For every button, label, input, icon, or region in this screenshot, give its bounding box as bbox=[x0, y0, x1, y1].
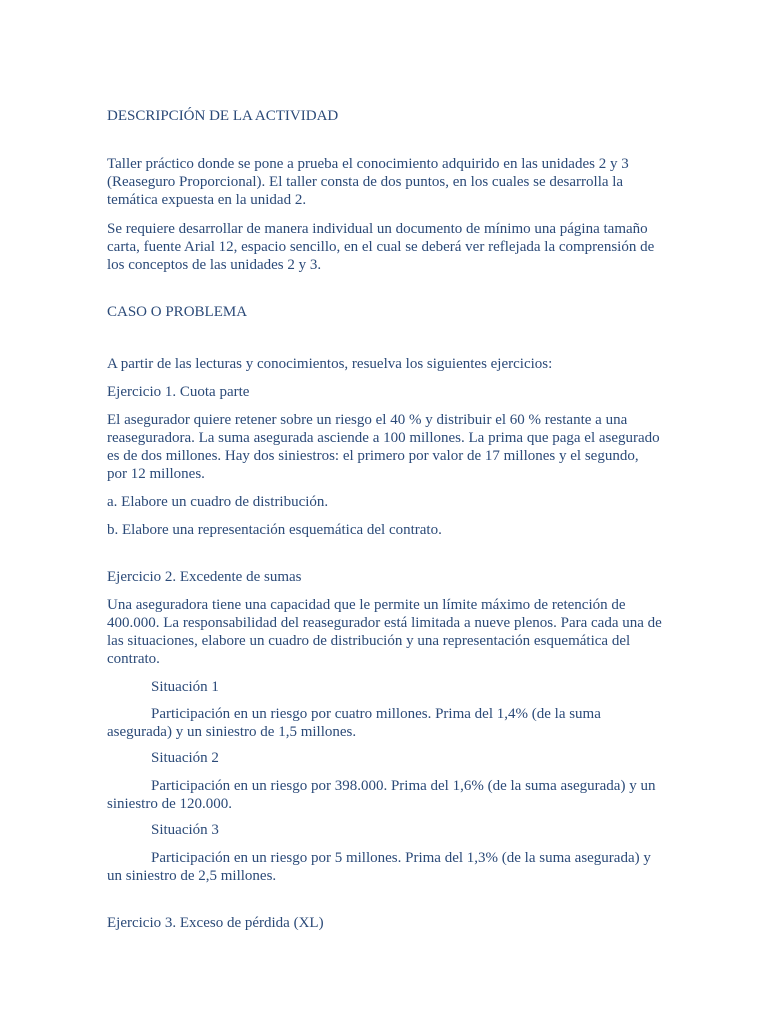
intro-paragraph-1: Taller práctico donde se pone a prueba el conocimiento adquirido en las unidades 2 y 3 (Reaseguro Proporcional). El taller consta de dos puntos, en los cuales se desarrolla la temática expuesta en la unidad 2. bbox=[107, 156, 629, 208]
exercise-2-body: Una aseguradora tiene una capacidad que le permite un límite máximo de retención de 400.000. La responsabilidad del reasegurador está limitada a nueve plenos. Para cada una de las situaciones, elabore un cuadro de distribución y una representación esquemática del contrato. bbox=[107, 597, 662, 667]
exercise-1-item-a: a. Elabore un cuadro de distribución. bbox=[107, 494, 329, 510]
situation-1-body: Participación en un riesgo por cuatro millones. Prima del 1,4% (de la suma asegurada) y un siniestro de 1,5 millones. bbox=[107, 706, 601, 740]
exercise-1-body: El asegurador quiere retener sobre un riesgo el 40 % y distribuir el 60 % restante a una reaseguradora. La suma asegurada asciende a 100 millones. La prima que paga el asegurado es de dos millones. Hay dos siniestros: el primero por valor de 17 millones y el segundo, por 12 millones. bbox=[107, 412, 660, 482]
situation-3-title: Situación 3 bbox=[151, 822, 219, 838]
heading-activity: DESCRIPCIÓN DE LA ACTIVIDAD bbox=[107, 108, 339, 124]
intro-paragraph-2: Se requiere desarrollar de manera individual un documento de mínimo una página tamaño carta, fuente Arial 12, espacio sencillo, en el cual se deberá ver reflejada la comprensión de los conceptos de las unidades 2 y 3. bbox=[107, 221, 655, 273]
situation-3-body: Participación en un riesgo por 5 millones. Prima del 1,3% (de la suma asegurada) y un siniestro de 2,5 millones. bbox=[107, 850, 651, 884]
case-intro: A partir de las lecturas y conocimientos, resuelva los siguientes ejercicios: bbox=[107, 356, 553, 372]
heading-case: CASO O PROBLEMA bbox=[107, 304, 248, 320]
situation-2-title: Situación 2 bbox=[151, 750, 219, 766]
exercise-1-item-b: b. Elabore una representación esquemática del contrato. bbox=[107, 522, 442, 538]
situation-1-title: Situación 1 bbox=[151, 679, 219, 695]
exercise-2-title: Ejercicio 2. Excedente de sumas bbox=[107, 569, 302, 585]
situation-2-body: Participación en un riesgo por 398.000. Prima del 1,6% (de la suma asegurada) y un siniestro de 120.000. bbox=[107, 778, 656, 812]
exercise-1-title: Ejercicio 1. Cuota parte bbox=[107, 384, 250, 400]
exercise-3-title: Ejercicio 3. Exceso de pérdida (XL) bbox=[107, 915, 324, 931]
